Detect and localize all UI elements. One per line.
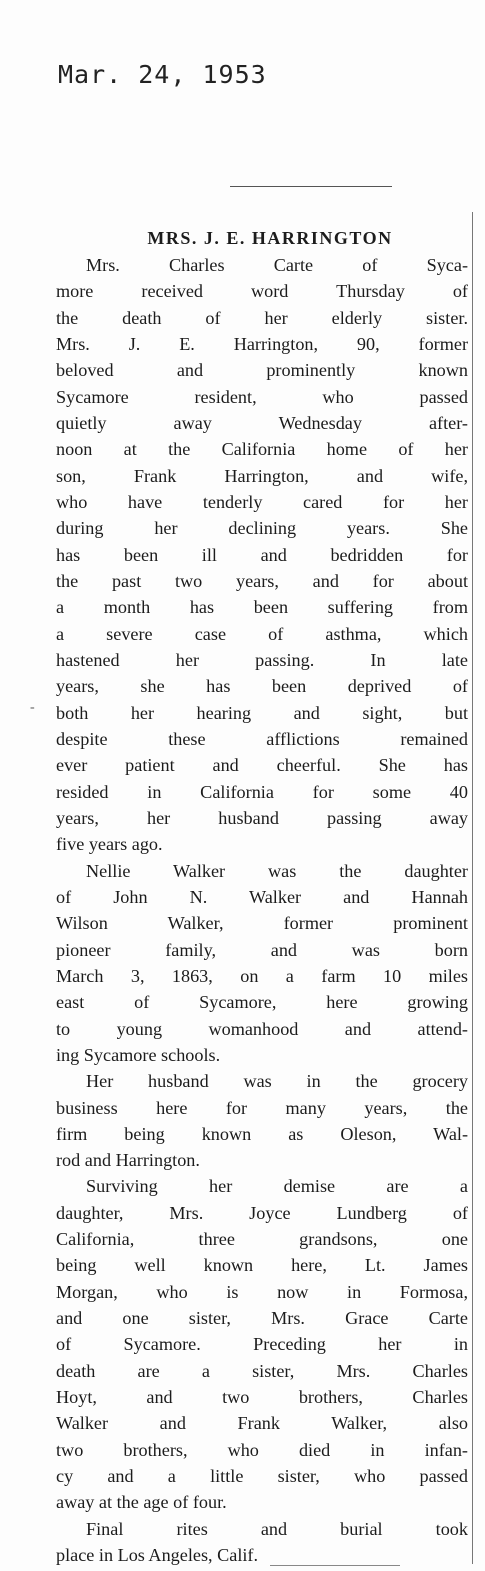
text-line: to young womanhood and attend- — [56, 1018, 468, 1039]
text-line: daughter, Mrs. Joyce Lundberg of — [56, 1202, 468, 1223]
margin-tick-mark: - — [30, 700, 35, 715]
obituary-clipping — [56, 224, 468, 1568]
text-line: cy and a little sister, who passed — [56, 1466, 468, 1487]
text-line: place in Los Angeles, Calif. — [56, 1545, 259, 1566]
text-line: Walker and Frank Walker, also — [56, 1413, 468, 1434]
text-line: March 3, 1863, on a farm 10 miles — [56, 965, 468, 986]
text-line: five years ago. — [56, 834, 163, 855]
text-line: a severe case of asthma, which — [56, 623, 468, 644]
text-line: despite these afflictions remained — [56, 728, 468, 749]
text-line: years, she has been deprived of — [56, 676, 468, 697]
text-line: death are a sister, Mrs. Charles — [56, 1360, 468, 1381]
text-line: Surviving her demise are a — [86, 1176, 468, 1197]
text-line: of John N. Walker and Hannah — [56, 886, 468, 907]
text-line: two brothers, who died in infan- — [56, 1439, 468, 1460]
text-line: California, three grandsons, one — [56, 1229, 468, 1250]
text-line: the death of her elderly sister. — [56, 307, 468, 328]
text-line: being well known here, Lt. James — [56, 1255, 468, 1276]
text-line: during her declining years. She — [56, 518, 468, 539]
text-line: noon at the California home of her — [56, 439, 468, 460]
text-line: Final rites and burial took — [86, 1518, 468, 1539]
text-line: Wilson Walker, former prominent — [56, 913, 468, 934]
text-line: who have tenderly cared for her — [56, 491, 468, 512]
column-top-rule — [230, 186, 392, 187]
text-line: Nellie Walker was the daughter — [86, 860, 468, 881]
clipping-date: Mar. 24, 1953 — [58, 60, 267, 89]
text-line: Hoyt, and two brothers, Charles — [56, 1387, 468, 1408]
text-line: of Sycamore. Preceding her in — [56, 1334, 468, 1355]
column-right-rule — [472, 212, 473, 1564]
text-line: hastened her passing. In late — [56, 649, 468, 670]
text-line: away at the age of four. — [56, 1492, 227, 1513]
text-line: business here for many years, the — [56, 1097, 468, 1118]
text-line: ever patient and cheerful. She has — [56, 755, 468, 776]
text-line: and one sister, Mrs. Grace Carte — [56, 1308, 468, 1329]
text-line: Mrs. Charles Carte of Syca- — [86, 255, 468, 275]
text-line: the past two years, and for about — [56, 570, 468, 591]
obituary-body — [56, 252, 468, 1568]
text-line: has been ill and bedridden for — [56, 544, 468, 565]
text-line: beloved and prominently known — [56, 360, 468, 381]
text-line: son, Frank Harrington, and wife, — [56, 465, 468, 486]
text-line: east of Sycamore, here growing — [56, 992, 468, 1013]
obituary-headline: MRS. J. E. HARRINGTON — [147, 228, 393, 248]
text-line: ing Sycamore schools. — [56, 1044, 221, 1065]
text-line: a month has been suffering from — [56, 597, 468, 618]
text-line: firm being known as Oleson, Wal- — [56, 1123, 468, 1144]
text-line: Mrs. J. E. Harrington, 90, former — [56, 333, 468, 354]
text-line: both her hearing and sight, but — [56, 702, 468, 723]
text-line: years, her husband passing away — [56, 807, 468, 828]
text-line: quietly away Wednesday after- — [56, 412, 468, 433]
text-line: Her husband was in the grocery — [86, 1071, 468, 1092]
text-line: Morgan, who is now in Formosa, — [56, 1281, 468, 1302]
text-line: rod and Harrington. — [56, 1150, 200, 1171]
text-line: more received word Thursday of — [56, 281, 468, 302]
text-line: pioneer family, and was born — [56, 939, 468, 960]
text-line: resided in California for some 40 — [56, 781, 468, 802]
text-line: Sycamore resident, who passed — [56, 386, 468, 407]
